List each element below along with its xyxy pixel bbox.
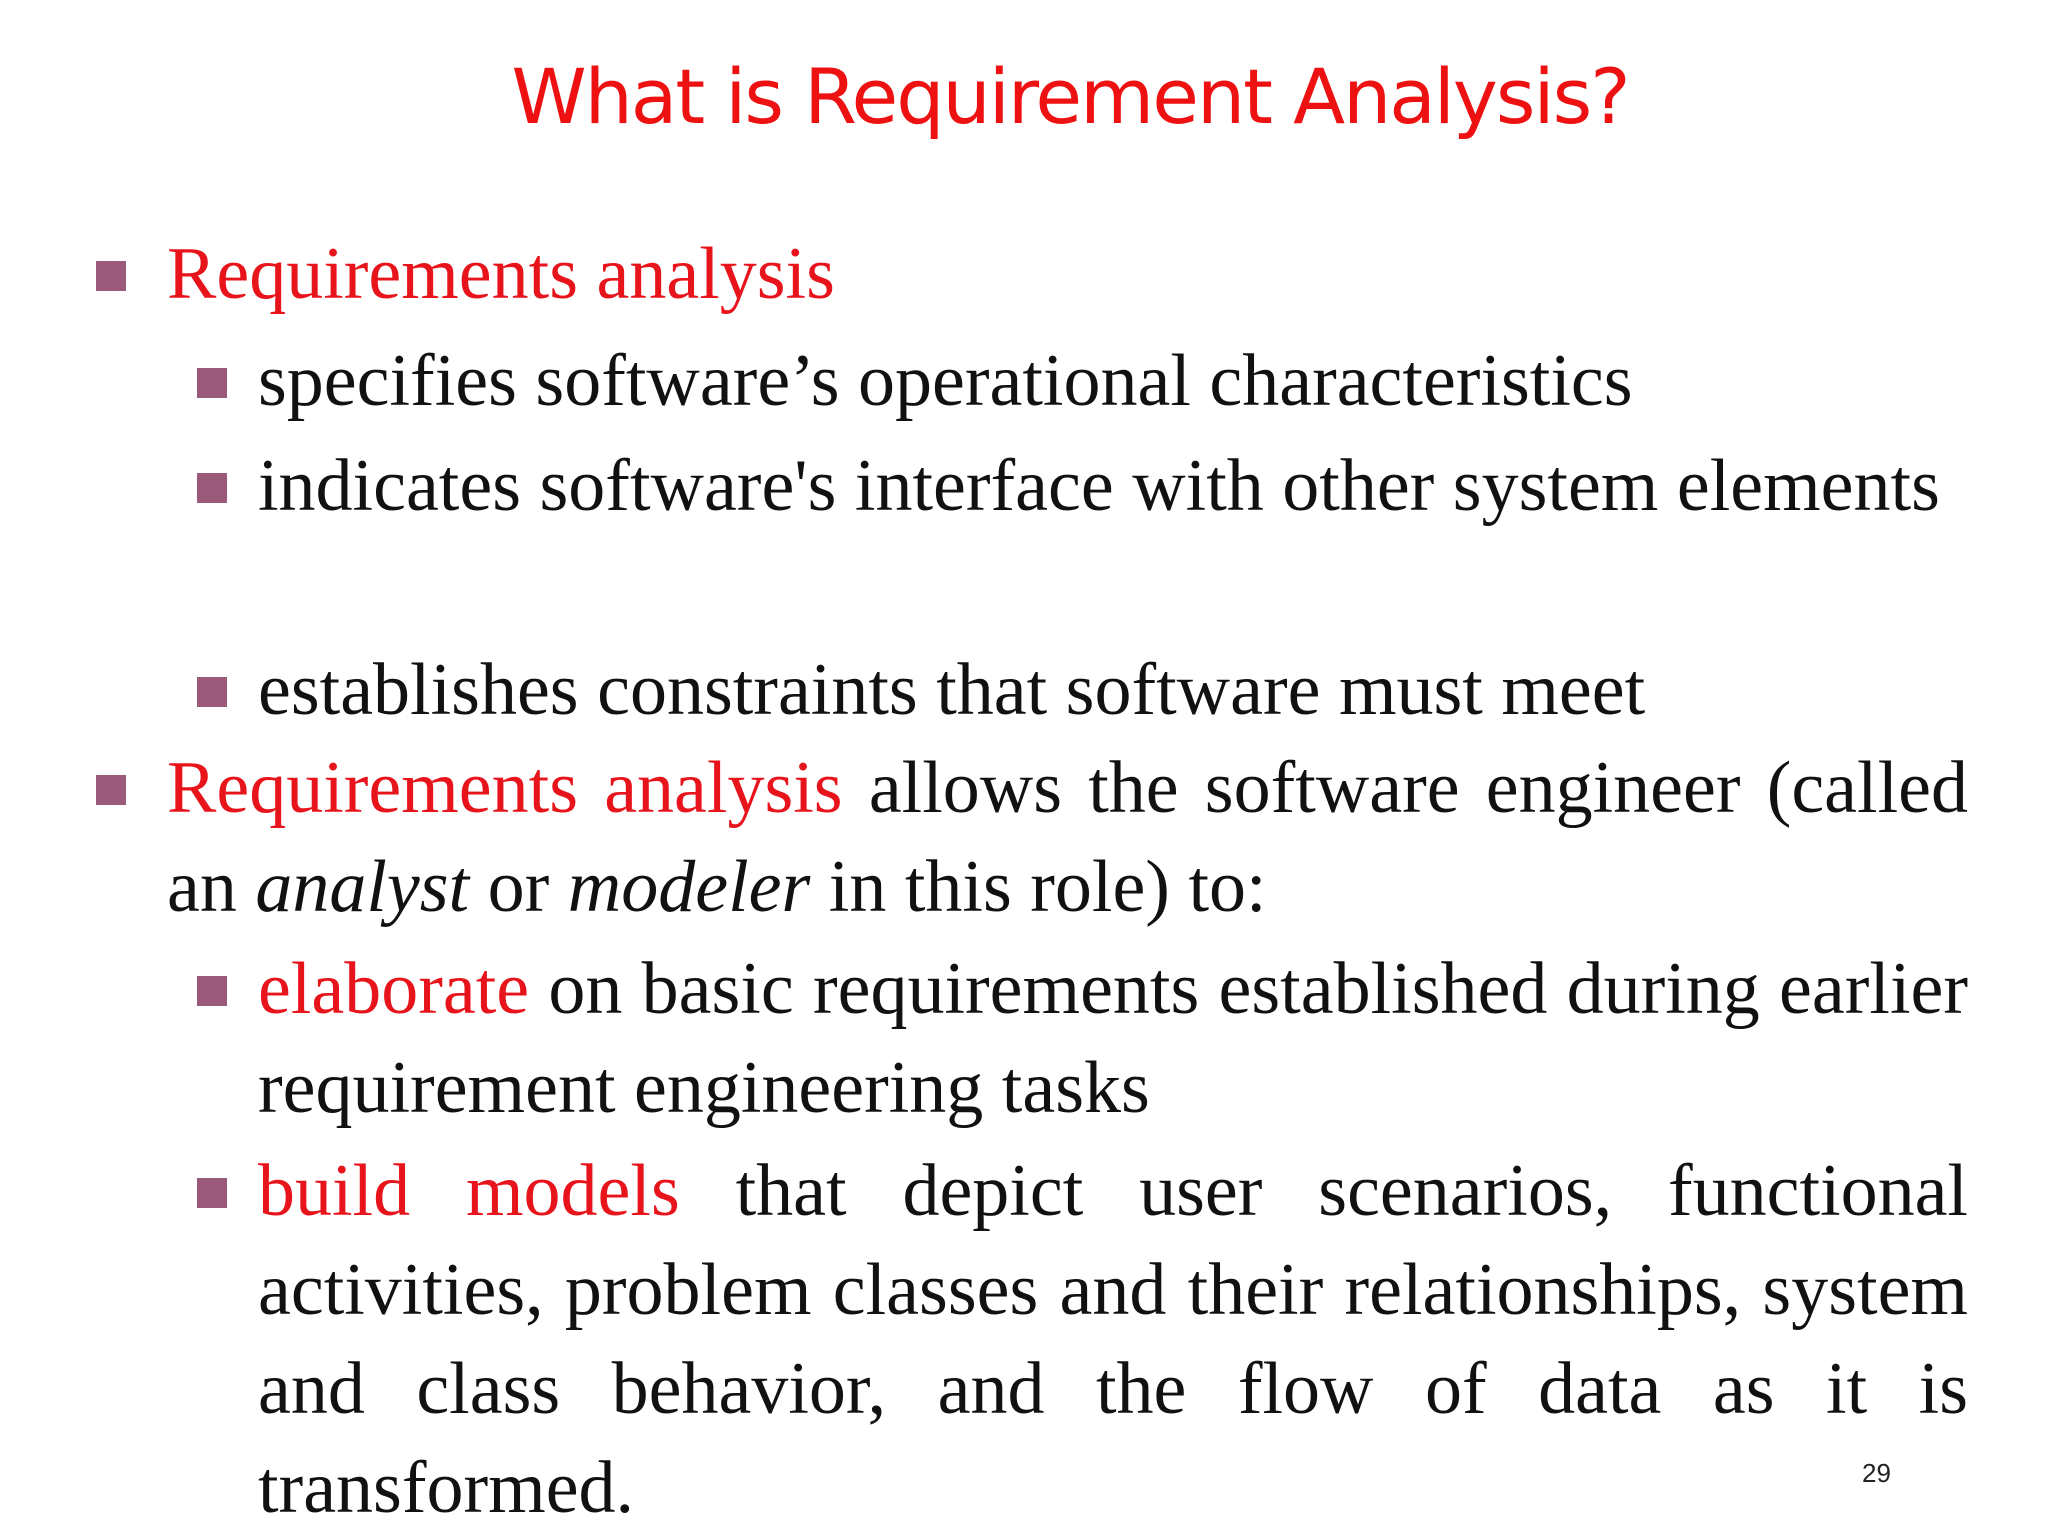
point-2-text <box>167 739 1968 937</box>
point-1-heading: Requirements analysis <box>167 233 835 315</box>
point-1-sub-1: specifies software’s operational characteristics <box>258 340 1633 422</box>
page-number: 29 <box>1862 1458 1891 1488</box>
point-1-sub-2: indicates software's interface with other system elements <box>258 445 1940 527</box>
point-2-italic-modeler: modeler <box>567 846 811 928</box>
point-2-text-a: allows the software engineer (called an <box>167 747 1968 928</box>
square-bullet-icon <box>197 1178 227 1208</box>
square-bullet-icon <box>197 677 227 707</box>
point-2-text-b: in this role) to: <box>828 846 1267 928</box>
point-2-highlight: Requirements analysis <box>167 747 843 829</box>
slide-title: What is Requirement Analysis? <box>511 52 1629 141</box>
square-bullet-icon <box>197 473 227 503</box>
point-2-sub-2 <box>258 1142 1968 1538</box>
point-1-sub-3: establishes constraints that software must meet <box>258 649 1646 731</box>
square-bullet-icon <box>197 976 227 1006</box>
point-2-italic-analyst: analyst <box>255 846 470 928</box>
square-bullet-icon <box>96 775 126 805</box>
square-bullet-icon <box>96 261 126 291</box>
point-2-sub-2-text: that depict user scenarios, functional activities, problem classes and their relationships, system and class behavior, and the flow of data as it is transformed. <box>258 1150 1968 1529</box>
point-2-sub-2-highlight: build models <box>258 1150 680 1232</box>
point-2-sub-1-text: on basic requirements established during earlier requirement engineering tasks <box>258 948 1969 1129</box>
point-2-text-or: or <box>487 846 550 928</box>
point-2-sub-1-highlight: elaborate <box>258 948 530 1030</box>
point-2-sub-1 <box>258 940 1968 1138</box>
square-bullet-icon <box>197 368 227 398</box>
